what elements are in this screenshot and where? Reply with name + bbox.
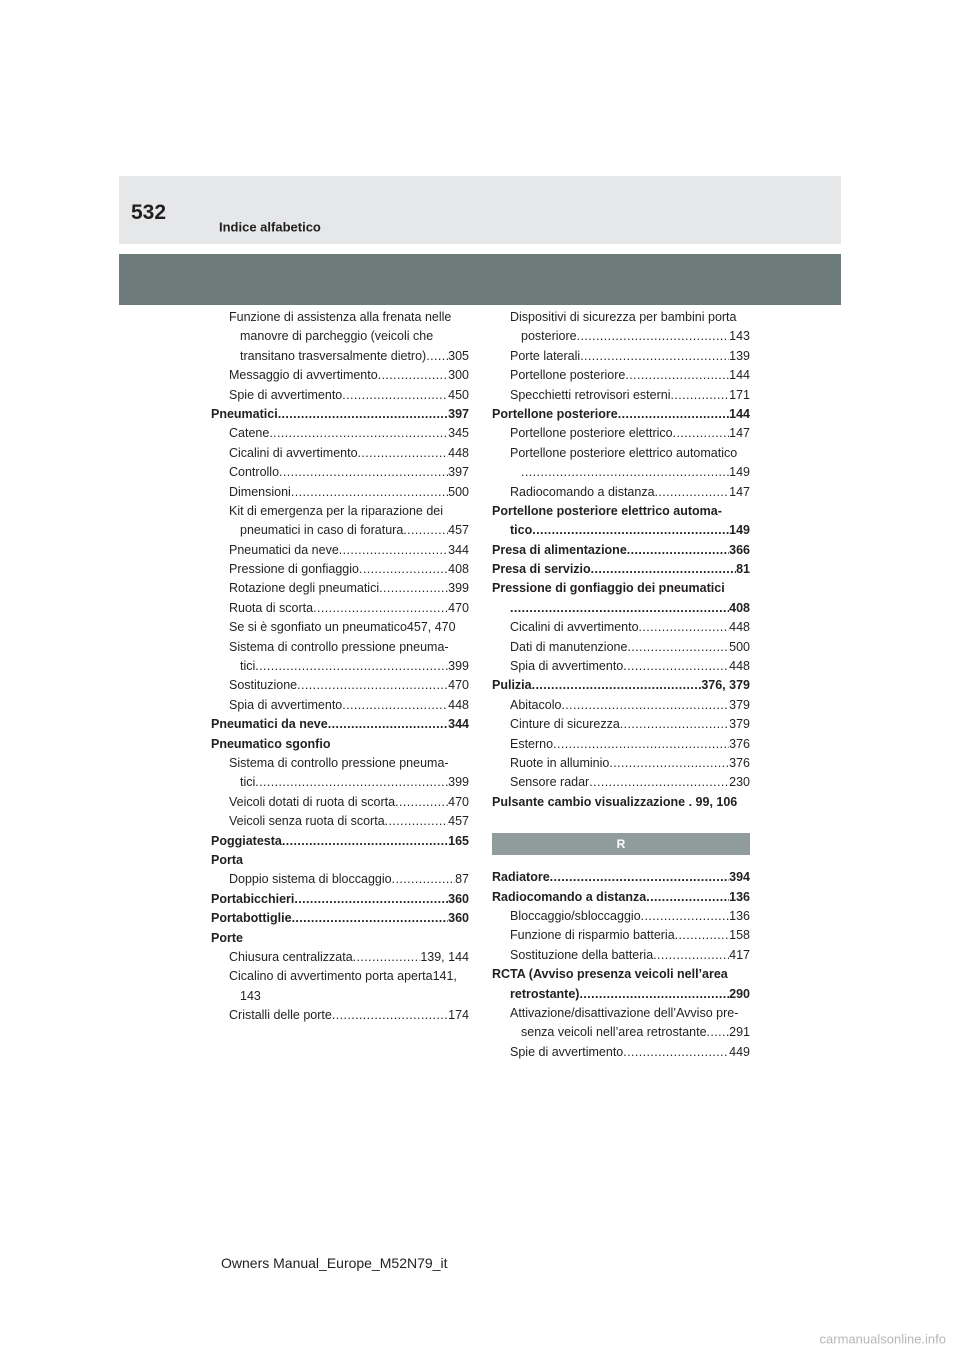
index-column-right <box>492 308 750 1062</box>
page-reference: 417 <box>729 947 750 962</box>
index-subentry <box>211 676 469 695</box>
index-entry <box>211 890 469 909</box>
page-reference: 394 <box>729 870 750 885</box>
index-subentry <box>211 366 469 385</box>
page-reference: 457 <box>448 814 469 829</box>
entry-text: Controllo <box>229 465 280 480</box>
entry-text: Bloccaggio/sbloccaggio <box>510 908 641 923</box>
entry-text: Kit di emergenza per la riparazione dei <box>229 503 444 518</box>
dot-leader <box>279 463 448 482</box>
entry-text: Presa di servizio <box>492 562 591 577</box>
page-reference: 300 <box>448 368 469 383</box>
dot-leader <box>609 754 729 773</box>
dot-leader <box>623 657 729 676</box>
section-gap <box>492 812 750 832</box>
page-reference: 449 <box>729 1044 750 1059</box>
index-entry <box>492 560 750 579</box>
dot-leader <box>353 948 421 967</box>
index-entry <box>211 909 469 928</box>
page-reference: 366 <box>729 542 750 557</box>
page-reference: 448 <box>729 620 750 635</box>
section-letter-bar: R <box>492 833 750 855</box>
page-reference: 376, 379 <box>701 678 750 693</box>
entry-text: Cicalini di avvertimento <box>229 445 358 460</box>
entry-text: Funzione di assistenza alla frenata nelle <box>229 310 452 324</box>
dot-leader <box>510 599 729 618</box>
dot-leader <box>328 715 448 734</box>
entry-text: senza veicoli nell’area retrostante <box>521 1025 707 1040</box>
entry-text: Spie di avvertimento <box>510 1044 624 1059</box>
page-reference: 171 <box>729 387 750 402</box>
entry-text: Pneumatici da neve <box>229 542 339 557</box>
dot-leader <box>278 405 448 424</box>
dot-leader <box>426 347 448 366</box>
page-reference: 376 <box>729 755 750 770</box>
index-subentry <box>211 444 469 463</box>
entry-text: tico <box>510 523 533 538</box>
page-reference: 143 <box>729 329 750 344</box>
index-subentry <box>492 657 750 676</box>
entry-text: Cicalini di avvertimento <box>510 620 639 635</box>
entry-text: Cinture di sicurezza <box>510 717 620 732</box>
index-group-r <box>492 868 750 1062</box>
entry-text: posteriore <box>521 329 577 344</box>
entry-text: Pneumatici da neve <box>211 717 328 732</box>
index-entry-continuation <box>211 347 469 366</box>
entry-text: Dimensioni <box>229 484 291 499</box>
dot-leader <box>577 327 730 346</box>
page-reference: 230 <box>729 775 750 790</box>
dot-leader <box>591 560 736 579</box>
section-title: Indice alfabetico <box>219 219 321 235</box>
index-subentry <box>211 754 469 773</box>
index-subentry <box>211 308 469 327</box>
index-subentry <box>492 366 750 385</box>
index-entry <box>211 832 469 851</box>
dot-leader <box>623 1043 729 1062</box>
entry-text: Sistema di controllo pressione pneuma- <box>229 639 449 654</box>
entry-text: Pressione di gonfiaggio dei pneumatici <box>492 581 725 596</box>
entry-text: Funzione di risparmio batteria <box>510 928 675 943</box>
entry-text: Pressione di gonfiaggio <box>229 562 359 577</box>
page-reference: 149 <box>729 465 750 480</box>
dot-leader <box>618 405 729 424</box>
index-entry <box>492 888 750 907</box>
page-reference: 448 <box>448 445 469 460</box>
entry-text: Spia di avvertimento <box>510 659 624 674</box>
index-subentry <box>211 793 469 812</box>
index-subentry <box>492 386 750 405</box>
index-subentry <box>211 696 469 715</box>
page-reference: 136 <box>729 908 750 923</box>
index-subentry <box>492 715 750 734</box>
index-subentry <box>492 773 750 792</box>
entry-text: Catene <box>229 426 270 441</box>
index-entry <box>492 579 750 598</box>
page-reference: 470 <box>448 600 469 615</box>
index-entry <box>492 405 750 424</box>
page-reference: 290 <box>729 986 750 1001</box>
entry-text: Doppio sistema di bloccaggio <box>229 872 392 887</box>
entry-text: Sostituzione della batteria <box>510 947 654 962</box>
dot-leader <box>655 483 730 502</box>
entry-text: Portellone posteriore <box>510 368 626 383</box>
page-reference: 399 <box>448 581 469 596</box>
index-column-left <box>211 308 469 1025</box>
page-reference: 379 <box>729 697 750 712</box>
dot-leader <box>392 870 456 889</box>
entry-text: Sensore radar <box>510 775 590 790</box>
entry-text: Chiusura centralizzata <box>229 949 353 964</box>
index-group-p-continued <box>492 308 750 812</box>
dot-leader <box>579 985 729 1004</box>
index-subentry <box>211 560 469 579</box>
index-subentry <box>492 618 750 637</box>
page-reference: 344 <box>448 717 469 732</box>
index-subentry <box>492 926 750 945</box>
index-subentry <box>211 463 469 482</box>
entry-text: Veicoli dotati di ruota di scorta <box>229 794 396 809</box>
dot-leader <box>550 868 729 887</box>
page-reference: 165 <box>448 833 469 848</box>
entry-text: Specchietti retrovisori esterni <box>510 387 671 402</box>
page-reference: 144 <box>729 368 750 383</box>
dot-leader <box>292 909 449 928</box>
index-subentry <box>211 638 469 657</box>
page-reference: 136 <box>729 889 750 904</box>
entry-text: Poggiatesta <box>211 833 282 848</box>
index-subentry <box>492 347 750 366</box>
page-reference: 291 <box>729 1025 750 1040</box>
page-reference: 397 <box>448 406 469 421</box>
dot-leader <box>385 812 449 831</box>
index-subentry <box>492 696 750 715</box>
entry-text: Rotazione degli pneumatici <box>229 581 380 596</box>
page-reference: 147 <box>729 426 750 441</box>
index-subentry <box>211 502 469 521</box>
dot-leader <box>641 907 730 926</box>
page-reference: 408 <box>729 600 750 615</box>
dot-leader <box>580 347 729 366</box>
dot-leader <box>359 560 448 579</box>
index-entry <box>211 929 469 948</box>
page-reference: 399 <box>448 775 469 790</box>
entry-text: pneumatici in caso di foratura <box>240 523 404 538</box>
entry-text: Se si è sgonfiato un pneumatico457, 470 <box>229 620 456 635</box>
index-subentry <box>211 870 469 889</box>
dot-leader <box>294 890 448 909</box>
dot-leader <box>313 599 448 618</box>
entry-text: tici <box>240 659 256 674</box>
dot-leader <box>291 483 448 502</box>
index-subentry <box>211 579 469 598</box>
dot-leader <box>379 579 448 598</box>
page-reference: 470 <box>448 794 469 809</box>
page-reference: 448 <box>729 659 750 674</box>
entry-text: Abitacolo <box>510 697 562 712</box>
entry-text: Portellone posteriore elettrico <box>510 426 673 441</box>
dot-leader <box>627 638 729 657</box>
dot-leader <box>255 657 448 676</box>
page-reference: 500 <box>729 639 750 654</box>
dot-leader <box>342 386 448 405</box>
dot-leader <box>521 463 729 482</box>
dot-leader <box>670 386 729 405</box>
page-reference: 87 <box>455 872 469 887</box>
entry-text: Pulizia <box>492 678 532 693</box>
index-subentry <box>211 948 469 967</box>
entry-text: Spie di avvertimento <box>229 387 343 402</box>
entry-text: Pulsante cambio visualizzazione . 99, 106 <box>492 794 738 809</box>
entry-text: Attivazione/disattivazione dell’Avviso pre- <box>510 1005 739 1020</box>
entry-text: RCTA (Avviso presenza veicoli nell’area <box>492 967 728 982</box>
index-entry-continuation <box>211 521 469 540</box>
entry-text: Pneumatico sgonfio <box>211 736 331 751</box>
page-reference: 147 <box>729 484 750 499</box>
index-subentry <box>492 1043 750 1062</box>
index-entry-continuation <box>211 327 469 346</box>
entry-text: Radiocomando a distanza <box>492 889 647 904</box>
entry-text: Pneumatici <box>211 406 278 421</box>
dot-leader <box>332 1006 448 1025</box>
index-entry-continuation <box>492 327 750 346</box>
footer-manual-id: Owners Manual_Europe_M52N79_it <box>221 1255 448 1271</box>
page-reference: 397 <box>448 465 469 480</box>
index-subentry <box>492 483 750 502</box>
index-subentry <box>492 444 750 463</box>
index-subentry <box>211 812 469 831</box>
dot-leader <box>282 832 448 851</box>
dot-leader <box>403 521 448 540</box>
index-entry-continuation <box>492 521 750 540</box>
dot-leader <box>378 366 448 385</box>
index-entry-continuation <box>211 987 469 1006</box>
index-subentry <box>492 907 750 926</box>
index-subentry <box>211 599 469 618</box>
header-band <box>119 254 841 305</box>
dot-leader <box>707 1023 730 1042</box>
entry-text: Cristalli delle porte <box>229 1008 332 1023</box>
entry-text: retrostante) <box>510 986 580 1001</box>
index-entry <box>211 405 469 424</box>
index-subentry <box>211 541 469 560</box>
index-subentry <box>211 424 469 443</box>
index-entry <box>492 502 750 521</box>
entry-text: manovre di parcheggio (veicoli che <box>240 329 434 344</box>
page-reference: 360 <box>448 891 469 906</box>
index-entry <box>492 541 750 560</box>
dot-leader <box>646 888 729 907</box>
entry-text: Dispositivi di sicurezza per bambini porta <box>510 310 737 324</box>
dot-leader <box>653 946 729 965</box>
page-reference: 470 <box>448 678 469 693</box>
page-reference: 305 <box>448 348 469 363</box>
index-subentry <box>492 308 750 327</box>
page-reference: 500 <box>448 484 469 499</box>
dot-leader <box>639 618 730 637</box>
page-reference: 457 <box>448 523 469 538</box>
entry-text: tici <box>240 775 256 790</box>
index-entry <box>492 793 750 812</box>
dot-leader <box>297 676 448 695</box>
dot-leader <box>620 715 729 734</box>
page-reference: 174 <box>448 1008 469 1023</box>
dot-leader <box>532 676 702 695</box>
index-subentry <box>492 1004 750 1023</box>
entry-text: Portabottiglie <box>211 911 292 926</box>
index-subentry <box>492 946 750 965</box>
entry-text: Cicalino di avvertimento porta aperta141, <box>229 969 457 984</box>
index-subentry <box>492 638 750 657</box>
dot-leader <box>339 541 448 560</box>
index-subentry <box>492 754 750 773</box>
page-reference: 149 <box>729 523 750 538</box>
page-reference: 450 <box>448 387 469 402</box>
entry-text: Spia di avvertimento <box>229 697 343 712</box>
index-entry <box>492 676 750 695</box>
page-reference: 158 <box>729 928 750 943</box>
entry-text: Ruota di scorta <box>229 600 314 615</box>
index-entry-continuation <box>492 985 750 1004</box>
index-subentry <box>211 483 469 502</box>
index-subentry <box>211 1006 469 1025</box>
index-entry <box>492 965 750 984</box>
dot-leader <box>532 521 729 540</box>
page-reference: 144 <box>729 406 750 421</box>
entry-text: Presa di alimentazione <box>492 542 627 557</box>
entry-text: Porte <box>211 930 243 945</box>
page-reference: 81 <box>736 562 750 577</box>
entry-text: Veicoli senza ruota di scorta <box>229 814 385 829</box>
page-number: 532 <box>131 201 167 224</box>
entry-text: Sistema di controllo pressione pneuma- <box>229 755 449 770</box>
dot-leader <box>358 444 449 463</box>
index-entry <box>211 735 469 754</box>
index-subentry <box>492 424 750 443</box>
page-reference: 345 <box>448 426 469 441</box>
index-entry-continuation <box>492 599 750 618</box>
entry-text: Portellone posteriore <box>492 406 618 421</box>
index-entry-continuation <box>492 463 750 482</box>
entry-text: Portellone posteriore elettrico automatico <box>510 445 738 460</box>
page-reference: 139, 144 <box>420 949 469 964</box>
page-reference: 399 <box>448 659 469 674</box>
dot-leader <box>561 696 729 715</box>
entry-text: Porte laterali <box>510 348 581 363</box>
dot-leader <box>342 696 448 715</box>
dot-leader <box>625 366 729 385</box>
entry-text: Porta <box>211 852 243 867</box>
dot-leader <box>269 424 448 443</box>
index-subentry <box>211 967 469 986</box>
page-reference: 139 <box>729 348 750 363</box>
watermark[interactable]: carmanualsonline.info <box>819 1331 946 1347</box>
page-reference: 408 <box>448 562 469 577</box>
page-reference: 376 <box>729 736 750 751</box>
index-subentry <box>211 618 469 637</box>
entry-text: Radiatore <box>492 870 550 885</box>
dot-leader <box>675 926 729 945</box>
page-reference: 360 <box>448 911 469 926</box>
index-entry <box>211 715 469 734</box>
dot-leader <box>255 773 448 792</box>
entry-text: Ruote in alluminio <box>510 755 610 770</box>
dot-leader <box>553 735 729 754</box>
entry-text: 143 <box>240 988 261 1003</box>
entry-text: Messaggio di avvertimento <box>229 368 378 383</box>
dot-leader <box>673 424 730 443</box>
index-entry-continuation <box>211 657 469 676</box>
dot-leader <box>395 793 448 812</box>
index-entry-continuation <box>211 773 469 792</box>
dot-leader <box>627 541 729 560</box>
page-reference: 448 <box>448 697 469 712</box>
index-entry <box>492 868 750 887</box>
page-reference: 379 <box>729 717 750 732</box>
page-reference: 344 <box>448 542 469 557</box>
index-entry-continuation <box>492 1023 750 1042</box>
entry-text: Dati di manutenzione <box>510 639 628 654</box>
entry-text: Portabicchieri <box>211 891 295 906</box>
entry-text: Esterno <box>510 736 554 751</box>
entry-text: Portellone posteriore elettrico automa- <box>492 503 722 518</box>
index-entry <box>211 851 469 870</box>
entry-text: Sostituzione <box>229 678 298 693</box>
entry-text: transitano trasversalmente dietro) <box>240 348 427 363</box>
index-subentry <box>492 735 750 754</box>
dot-leader <box>589 773 729 792</box>
entry-text: Radiocomando a distanza <box>510 484 655 499</box>
index-subentry <box>211 386 469 405</box>
